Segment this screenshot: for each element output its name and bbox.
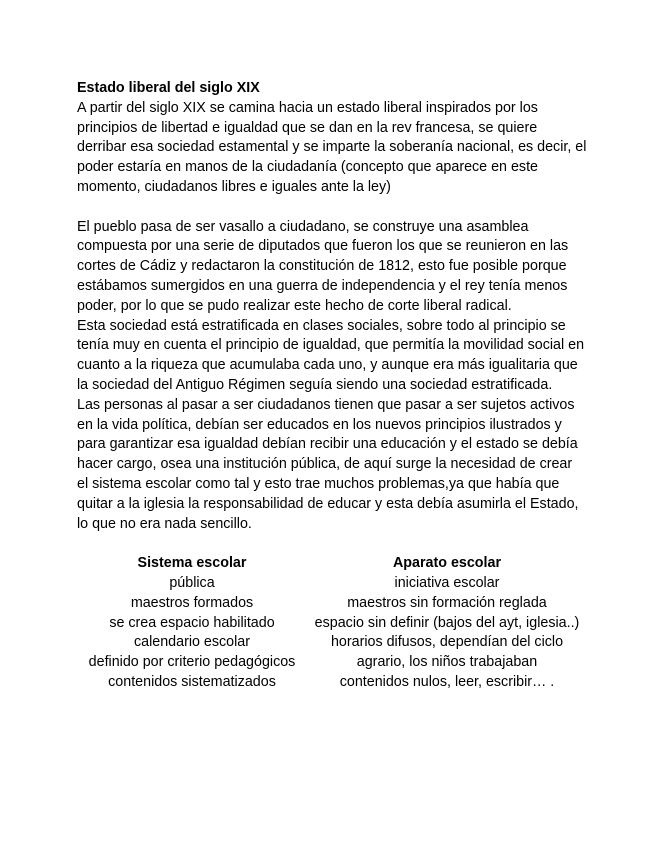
comparison-row xyxy=(77,653,587,673)
comparison-row xyxy=(77,673,587,693)
comparison-header-row xyxy=(77,554,587,574)
header-aparato-escolar: Aparato escolar xyxy=(392,555,502,572)
document-body xyxy=(77,79,587,693)
aparato-cell: contenidos nulos, leer, escribir… . xyxy=(339,673,555,690)
sistema-cell: contenidos sistematizados xyxy=(108,673,276,690)
sistema-cell: calendario escolar xyxy=(133,634,251,651)
document-title: Estado liberal del siglo XIX xyxy=(77,80,260,96)
comparison-row xyxy=(77,614,587,634)
comparison-row xyxy=(77,574,587,594)
comparison-table xyxy=(77,554,587,693)
sistema-cell: se crea espacio habilitado xyxy=(109,614,275,631)
paragraph-spacer xyxy=(77,198,587,218)
paragraph-estado-liberal: A partir del siglo XIX se camina hacia un estado liberal inspirados por los principios de libertad e igualdad que se dan en la rev francesa, se quiere derribar esa sociedad estamental y se imparte la soberanía nacional, es decir, el poder estaría en manos de la ciudadanía (concepto que aparece en este momento, ciudadanos libres e iguales ante la ley) xyxy=(77,99,587,195)
comparison-row xyxy=(77,594,587,614)
sistema-cell: definido por criterio pedagógicos xyxy=(88,654,296,671)
aparato-cell: agrario, los niños trabajaban xyxy=(356,654,538,671)
sistema-cell: pública xyxy=(169,574,215,591)
aparato-cell: iniciativa escolar xyxy=(394,574,500,591)
comparison-row xyxy=(77,633,587,653)
aparato-cell: maestros sin formación reglada xyxy=(347,594,547,611)
sistema-cell: maestros formados xyxy=(130,594,254,611)
header-sistema-escolar: Sistema escolar xyxy=(137,555,247,572)
aparato-cell: horarios difusos, dependían del ciclo xyxy=(330,634,564,651)
aparato-cell: espacio sin definir (bajos del ayt, iglesia..) xyxy=(314,614,580,631)
paragraph-sociedad-estratificada: Esta sociedad está estratificada en clases sociales, sobre todo al principio se tenía muy en cuenta el principio de igualdad, que permitía la movilidad social en cuanto a la riqueza que acumulaba cada uno, y aunque era más igualitaria que la sociedad del Antiguo Régimen seguía siendo una sociedad estratificada. xyxy=(77,317,585,393)
paragraph-ciudadanos-educacion: Las personas al pasar a ser ciudadanos tienen que pasar a ser sujetos activos en la vida política, debían ser educados en los nuevos principios ilustrados y para garantizar esa igualdad debían recibir una educación y el estado se debía hacer cargo, osea una institución pública, de aquí surge la necesidad de crear el sistema escolar como tal y esto trae muchos problemas,ya que había que quitar a la iglesia la responsabilidad de educar y esta debía asumirla el Estado, lo que no era nada sencillo. xyxy=(77,396,579,532)
paragraph-pueblo-ciudadano: El pueblo pasa de ser vasallo a ciudadano, se construye una asamblea compuesta por una serie de diputados que fueron los que se reunieron en las cortes de Cádiz y redactaron la constitución de 1812, esto fue posible porque estábamos sumergidos en una guerra de independencia y el rey tenía menos poder, por lo que se pudo realizar este hecho de corte liberal radical. xyxy=(77,218,569,314)
